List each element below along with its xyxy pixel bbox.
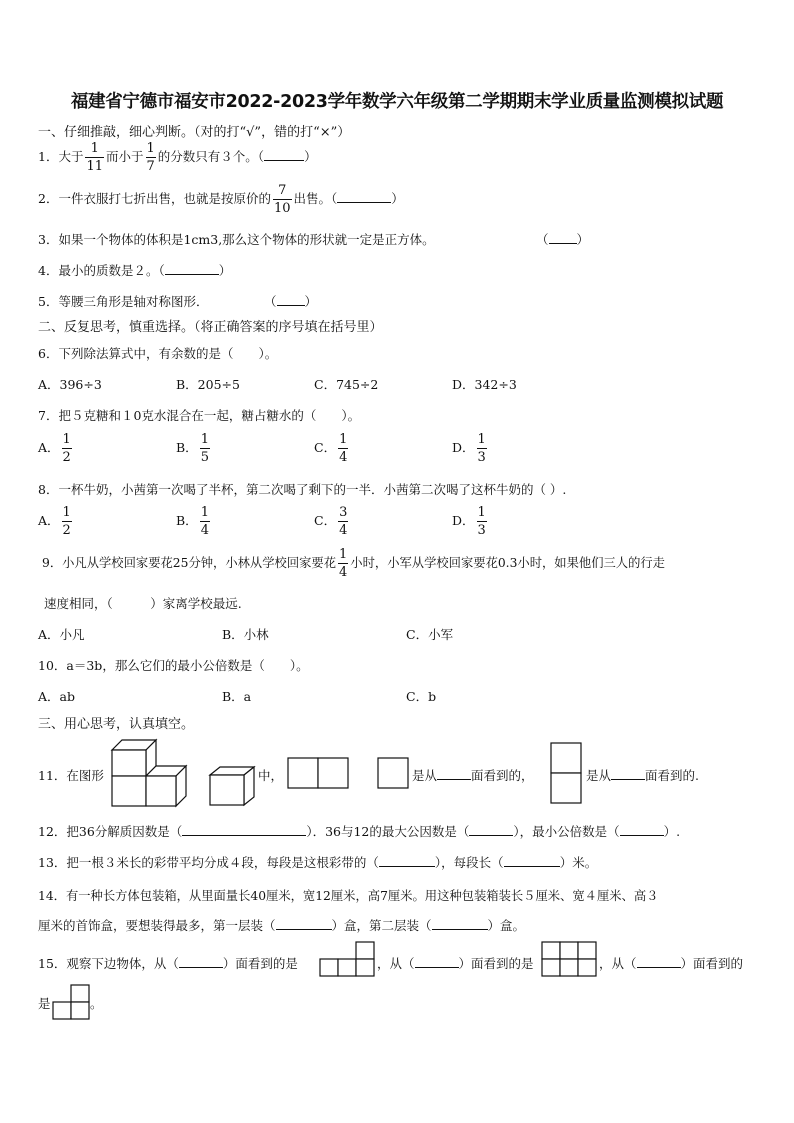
answer-blank[interactable]: [337, 191, 391, 203]
q15-text: ）面看到的是: [458, 956, 534, 971]
q14-text: ）盒。: [487, 918, 526, 933]
answer-blank[interactable]: [504, 855, 560, 867]
numerator: 1: [339, 547, 348, 562]
numerator: 1: [146, 141, 155, 156]
q15-text: 15．观察下边物体，从（: [38, 956, 179, 971]
q9-option-c[interactable]: C．小军: [406, 627, 454, 642]
view-square: [71, 1002, 89, 1019]
question-4: [38, 261, 231, 279]
q13-text: ），每段长（: [434, 855, 504, 870]
q14-text: ）盒，第二层装（: [331, 918, 432, 933]
q5-text: 5．等腰三角形是轴对称图形．: [38, 294, 209, 309]
page-title: 福建省宁德市福安市2022-2023学年数学六年级第二学期期末学业质量监测模拟试题: [70, 92, 724, 112]
numerator: 1: [85, 142, 104, 158]
q15-text: ，从（: [599, 956, 637, 971]
denominator: 3: [477, 523, 486, 538]
question-14-line-2: [38, 916, 525, 934]
fraction: [62, 506, 72, 537]
view-square: [356, 959, 374, 976]
q15-text: ）面看到的是: [222, 956, 298, 971]
q8-option-a[interactable]: [38, 506, 74, 537]
numerator: 1: [339, 432, 348, 447]
q1-text: 1．大于: [38, 149, 84, 164]
q9-text: 小时，小军从学校回家要花0.3小时，如果他们三人的行走: [350, 556, 665, 570]
denominator: 4: [339, 523, 348, 538]
question-5-answer: [264, 292, 317, 310]
question-5: [38, 292, 208, 310]
q6-option-a[interactable]: A．396÷3: [38, 377, 102, 392]
fraction: [200, 433, 210, 464]
answer-blank[interactable]: [637, 956, 681, 968]
denominator: 10: [273, 201, 291, 216]
fraction: [62, 433, 72, 464]
fraction-7-10: [273, 184, 292, 215]
q11-text: 面看到的，: [471, 768, 534, 783]
numerator: 3: [339, 505, 348, 520]
view-square: [578, 942, 596, 959]
option-label: C．: [314, 440, 337, 455]
q15-text: ）面看到的: [680, 956, 744, 971]
option-label: D．: [452, 440, 475, 455]
answer-blank[interactable]: [611, 768, 645, 780]
view-square: [53, 1002, 71, 1019]
view-square: [551, 743, 581, 773]
view-square: [356, 942, 374, 959]
answer-blank[interactable]: [437, 768, 471, 780]
view-square: [560, 959, 578, 976]
denominator: 11: [86, 159, 103, 174]
q2-text: 2．一件衣服打七折出售，也就是按原价的: [38, 191, 271, 206]
view-one-square: [377, 757, 409, 789]
question-11-mid: 中，: [258, 768, 284, 783]
question-15-end: [599, 954, 743, 972]
denominator: 4: [339, 565, 348, 580]
section-2-heading: 二、反复思考，慎重选择。（将正确答案的序号填在括号里）: [38, 320, 383, 335]
numerator: 1: [62, 505, 71, 520]
q3-text: ）: [576, 232, 590, 247]
view-square: [578, 959, 596, 976]
q2-text: ）: [391, 191, 404, 206]
q11-text: 是从: [586, 768, 612, 783]
view-square: [320, 959, 338, 976]
q12-text: ）.: [663, 824, 681, 839]
view-square: [318, 758, 348, 788]
denominator: 7: [146, 159, 155, 174]
view-square: [71, 985, 89, 1002]
numerator: 1: [62, 432, 71, 447]
answer-blank[interactable]: [264, 149, 304, 161]
q5-text: ）: [304, 294, 318, 309]
q4-text: 4．最小的质数是２。（: [38, 263, 165, 278]
q7-option-a[interactable]: [38, 433, 74, 464]
q2-text: 出售。（: [293, 191, 338, 206]
question-15-mid: [377, 954, 534, 972]
cube-front-face: [112, 776, 146, 806]
option-label: A．: [38, 440, 60, 455]
single-cube-figure: [208, 765, 256, 807]
view-square: [551, 773, 581, 803]
fraction-1-7: [146, 142, 156, 173]
view-square: [542, 959, 560, 976]
question-15-prefix: [38, 954, 298, 972]
section-1-heading: 一、仔细推敲，细心判断。（对的打“√”，错的打“×”）: [38, 125, 351, 140]
answer-blank[interactable]: [620, 824, 664, 836]
q3-text: 3．如果一个物体的体积是1cm3,那么这个物体的形状就一定是正方体。: [38, 232, 435, 247]
answer-blank[interactable]: [469, 824, 513, 836]
view-two-squares: [287, 757, 349, 789]
question-3-answer: [536, 230, 589, 248]
view-square: [338, 959, 356, 976]
view-figure-a: [319, 941, 375, 977]
q8-option-c[interactable]: [314, 506, 350, 537]
fraction-1-4: [338, 548, 348, 579]
question-1: [38, 142, 317, 173]
option-label: B．: [176, 440, 198, 455]
question-8: 8．一杯牛奶，小茜第一次喝了半杯，第二次喝了剩下的一半．小茜第二次喝了这杯牛奶的（ ）.: [38, 482, 567, 497]
option-label: B．: [176, 513, 198, 528]
fraction: [200, 506, 210, 537]
q4-text: ）: [218, 263, 232, 278]
cube-front-face: [146, 776, 176, 806]
section-3-heading: 三、用心思考，认真填空。: [38, 717, 195, 732]
denominator: 4: [200, 523, 209, 538]
q1-text: 而小于: [106, 149, 144, 164]
question-14: 14．有一种长方体包装箱，从里面量长40厘米，宽12厘米，高7厘米。用这种包装箱装长５厘米、宽４厘米、高３: [38, 889, 659, 903]
answer-blank[interactable]: [379, 855, 435, 867]
q14-text: 厘米的首饰盒，要想装得最多，第一层装（: [38, 918, 276, 933]
denominator: 3: [477, 450, 486, 465]
numerator: 1: [477, 505, 486, 520]
q8-option-b[interactable]: [176, 506, 212, 537]
question-11-blank-2: [586, 766, 699, 784]
q15-text: ，从（: [377, 956, 415, 971]
numerator: 1: [200, 432, 209, 447]
view-square: [560, 942, 578, 959]
question-6: 6．下列除法算式中，有余数的是（ ）。: [38, 346, 278, 361]
q6-option-d[interactable]: D．342÷3: [452, 377, 517, 392]
fraction: [338, 433, 348, 464]
question-2: [38, 184, 404, 215]
q9-option-b[interactable]: B．小林: [222, 627, 269, 642]
q1-text: ）: [304, 149, 317, 164]
answer-blank[interactable]: [549, 232, 577, 244]
view-figure-b: [541, 941, 597, 977]
question-9-line-2: 速度相同，（ ）家离学校最远.: [44, 596, 242, 611]
denominator: 4: [339, 450, 348, 465]
q9-text: 9．小凡从学校回家要花25分钟，小林从学校回家要花: [42, 556, 337, 570]
question-3: [38, 230, 435, 248]
fraction: [477, 506, 487, 537]
view-square: [542, 942, 560, 959]
question-15-period: 。: [90, 996, 103, 1011]
denominator: 2: [62, 450, 71, 465]
q7-option-b[interactable]: [176, 433, 212, 464]
q6-option-c[interactable]: C．745÷2: [314, 377, 379, 392]
q13-text: ）米。: [559, 855, 598, 870]
q12-text: ）．36与12的最大公因数是（: [306, 824, 470, 839]
question-13: [38, 853, 597, 871]
q5-text: （: [264, 294, 277, 309]
question-10: 10．a＝3b，那么它们的最小公倍数是（ ）。: [38, 658, 309, 673]
q9-option-a[interactable]: A．小凡: [38, 627, 85, 642]
question-7: 7．把５克糖和１0克水混合在一起，糖占糖水的（ ）。: [38, 408, 361, 423]
denominator: 5: [200, 450, 209, 465]
fraction-1-11: [85, 142, 104, 173]
q11-text: 是从: [412, 768, 438, 783]
answer-blank[interactable]: [432, 918, 488, 930]
numerator: 7: [273, 184, 292, 200]
q7-option-d[interactable]: [452, 433, 489, 464]
q10-option-b[interactable]: B．a: [222, 689, 252, 704]
numerator: 1: [477, 432, 486, 447]
answer-blank[interactable]: [277, 294, 305, 306]
question-12: [38, 822, 680, 840]
option-label: A．: [38, 513, 60, 528]
q12-text: ），最小公倍数是（: [513, 824, 620, 839]
fraction: [477, 433, 487, 464]
answer-blank[interactable]: [415, 956, 459, 968]
q3-text: （: [536, 232, 549, 247]
answer-blank[interactable]: [182, 824, 306, 836]
answer-blank[interactable]: [276, 918, 332, 930]
answer-blank[interactable]: [165, 263, 219, 275]
question-15-line-2: 是: [38, 996, 51, 1011]
cube-front-face: [112, 750, 146, 776]
view-square: [378, 758, 408, 788]
denominator: 2: [62, 523, 71, 538]
q10-option-c[interactable]: C．b: [406, 689, 437, 704]
question-11-blank-1: [412, 766, 534, 784]
question-9: [42, 548, 665, 579]
q8-option-d[interactable]: [452, 506, 489, 537]
q12-text: 12．把36分解质因数是（: [38, 824, 183, 839]
q11-text: 面看到的.: [645, 768, 699, 783]
q10-option-a[interactable]: A．ab: [38, 689, 75, 704]
q6-option-b[interactable]: B．205÷5: [176, 377, 240, 392]
q1-text: 的分数只有３个。（: [157, 149, 265, 164]
numerator: 1: [200, 505, 209, 520]
q13-text: 13．把一根３米长的彩带平均分成４段，每段是这根彩带的（: [38, 855, 379, 870]
view-figure-c: [52, 984, 90, 1020]
option-label: D．: [452, 513, 475, 528]
view-square: [288, 758, 318, 788]
question-11-prefix: 11．在图形: [38, 768, 104, 783]
answer-blank[interactable]: [179, 956, 223, 968]
q7-option-c[interactable]: [314, 433, 350, 464]
fraction: [338, 506, 348, 537]
view-two-stacked-squares: [550, 742, 582, 804]
option-label: C．: [314, 513, 337, 528]
cube-front-face: [210, 775, 244, 805]
cube-stack-figure: [108, 736, 190, 808]
